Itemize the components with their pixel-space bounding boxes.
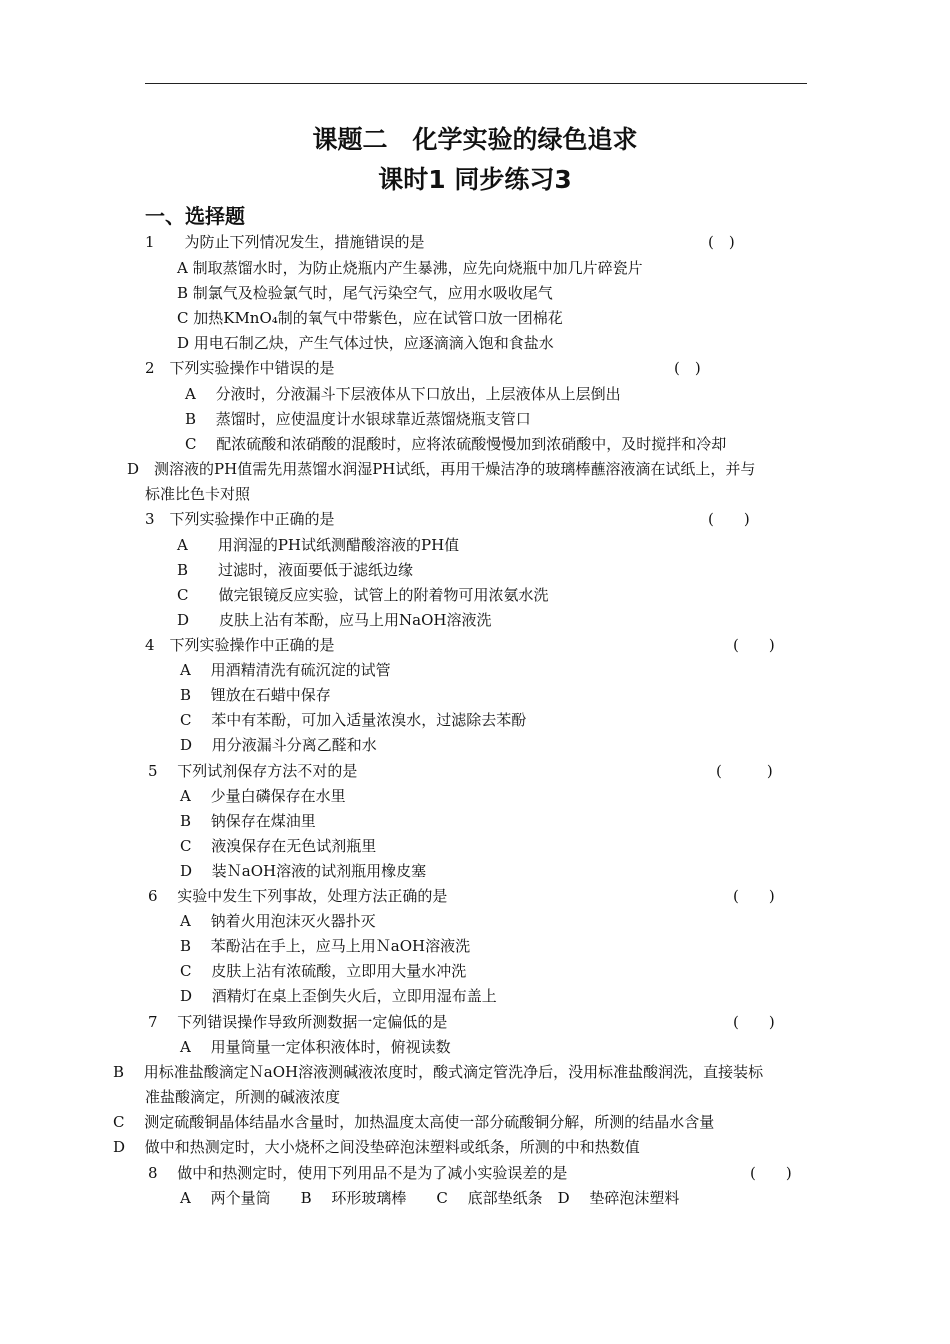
option-1d: D 用电石制乙炔，产生气体过快，应逐滴滴入饱和食盐水 [177, 334, 554, 352]
option-5a: A 少量白磷保存在水里 [180, 787, 346, 805]
answer-bracket-5: ( ) [716, 762, 773, 780]
option-5d: D 装ＮaOH溶液的试剂瓶用橡皮塞 [180, 862, 427, 880]
answer-bracket-1: ( ) [708, 233, 735, 251]
question-4: 4 下列实验操作中正确的是 [145, 636, 335, 654]
answer-bracket-3: ( ) [708, 510, 750, 528]
question-1: 1 为防止下列情况发生，措施错误的是 [145, 233, 425, 251]
page-title: 课题二 化学实验的绿色追求 [312, 125, 638, 154]
option-6d: D 酒精灯在桌上歪倒失火后，立即用湿布盖上 [180, 987, 497, 1005]
option-6a: A 钠着火用泡沫灭火器扑灭 [180, 912, 376, 930]
option-7a: A 用量筒量一定体积液体时，俯视读数 [180, 1038, 451, 1056]
page-subtitle: 课时1 同步练习3 [378, 165, 572, 194]
answer-bracket-2: ( ) [674, 359, 701, 377]
option-4c: C 苯中有苯酚，可加入适量浓溴水，过滤除去苯酚 [180, 711, 527, 729]
option-7d: D 做中和热测定时，大小烧杯之间没垫碎泡沫塑料或纸条，所测的中和热数值 [113, 1138, 640, 1156]
answer-bracket-7: ( ) [733, 1013, 775, 1031]
question-8: 8 做中和热测定时，使用下列用品不是为了减小实验误差的是 [148, 1164, 568, 1182]
option-4a: A 用酒精清洗有硫沉淀的试管 [180, 661, 391, 679]
question-2: 2 下列实验操作中错误的是 [145, 359, 335, 377]
option-2c: C 配浓硫酸和浓硝酸的混酸时，应将浓硫酸慢慢加到浓硝酸中，及时搅拌和冷却 [185, 435, 727, 453]
option-2d: D 测溶液的PH值需先用蒸馏水润湿PH试纸，再用干燥洁净的玻璃棒蘸溶液滴在试纸上，并与 [127, 460, 756, 478]
answer-bracket-8: ( ) [750, 1164, 792, 1182]
option-5c: C 液溴保存在无色试剂瓶里 [180, 837, 377, 855]
option-2b: B 蒸馏时，应使温度计水银球靠近蒸馏烧瓶支管口 [185, 410, 531, 428]
question-5: 5 下列试剂保存方法不对的是 [148, 762, 358, 780]
option-7c: C 测定硫酸铜晶体结晶水含量时，加热温度太高使一部分硫酸铜分解，所测的结晶水含量 [113, 1113, 715, 1131]
option-6b: B 苯酚沾在手上，应马上用ＮaOH溶液洗 [180, 937, 471, 955]
question-6: 6 实验中发生下列事故，处理方法正确的是 [148, 887, 448, 905]
option-6c: C 皮肤上沾有浓硫酸，立即用大量水冲洗 [180, 962, 467, 980]
option-3b: B 过滤时，液面要低于滤纸边缘 [177, 561, 414, 579]
section-heading: 一、选择题 [145, 204, 245, 228]
option-3c: C 做完银镜反应实验，试管上的附着物可用浓氨水洗 [177, 586, 549, 604]
option-4b: B 锂放在石蜡中保存 [180, 686, 331, 704]
option-7b-cont: 准盐酸滴定，所测的碱液浓度 [145, 1088, 341, 1106]
question-3: 3 下列实验操作中正确的是 [145, 510, 335, 528]
answer-bracket-6: ( ) [733, 887, 775, 905]
option-1a: A 制取蒸馏水时，为防止烧瓶内产生暴沸，应先向烧瓶中加几片碎瓷片 [177, 259, 643, 277]
option-3a: A 用润湿的PH试纸测醋酸溶液的PH值 [177, 536, 460, 554]
option-2d-cont: 标准比色卡对照 [145, 485, 251, 503]
header-rule [145, 83, 807, 84]
answer-bracket-4: ( ) [733, 636, 775, 654]
option-2a: A 分液时，分液漏斗下层液体从下口放出，上层液体从上层倒出 [185, 385, 621, 403]
question-7: 7 下列错误操作导致所测数据一定偏低的是 [148, 1013, 448, 1031]
option-1b: B 制氯气及检验氯气时，尾气污染空气，应用水吸收尾气 [177, 284, 553, 302]
option-4d: D 用分液漏斗分离乙醛和水 [180, 736, 377, 754]
option-1c: C 加热KMnO₄制的氧气中带紫色，应在试管口放一团棉花 [177, 309, 563, 327]
option-5b: B 钠保存在煤油里 [180, 812, 316, 830]
options-8: A 两个量筒 B 环形玻璃棒 C 底部垫纸条 D 垫碎泡沫塑料 [180, 1189, 680, 1207]
option-7b: B 用标准盐酸滴定ＮaOH溶液测碱液浓度时，酸式滴定管洗净后，没用标准盐酸润洗，直接装标 [113, 1063, 764, 1081]
option-3d: D 皮肤上沾有苯酚，应马上用NaOH溶液洗 [177, 611, 492, 629]
